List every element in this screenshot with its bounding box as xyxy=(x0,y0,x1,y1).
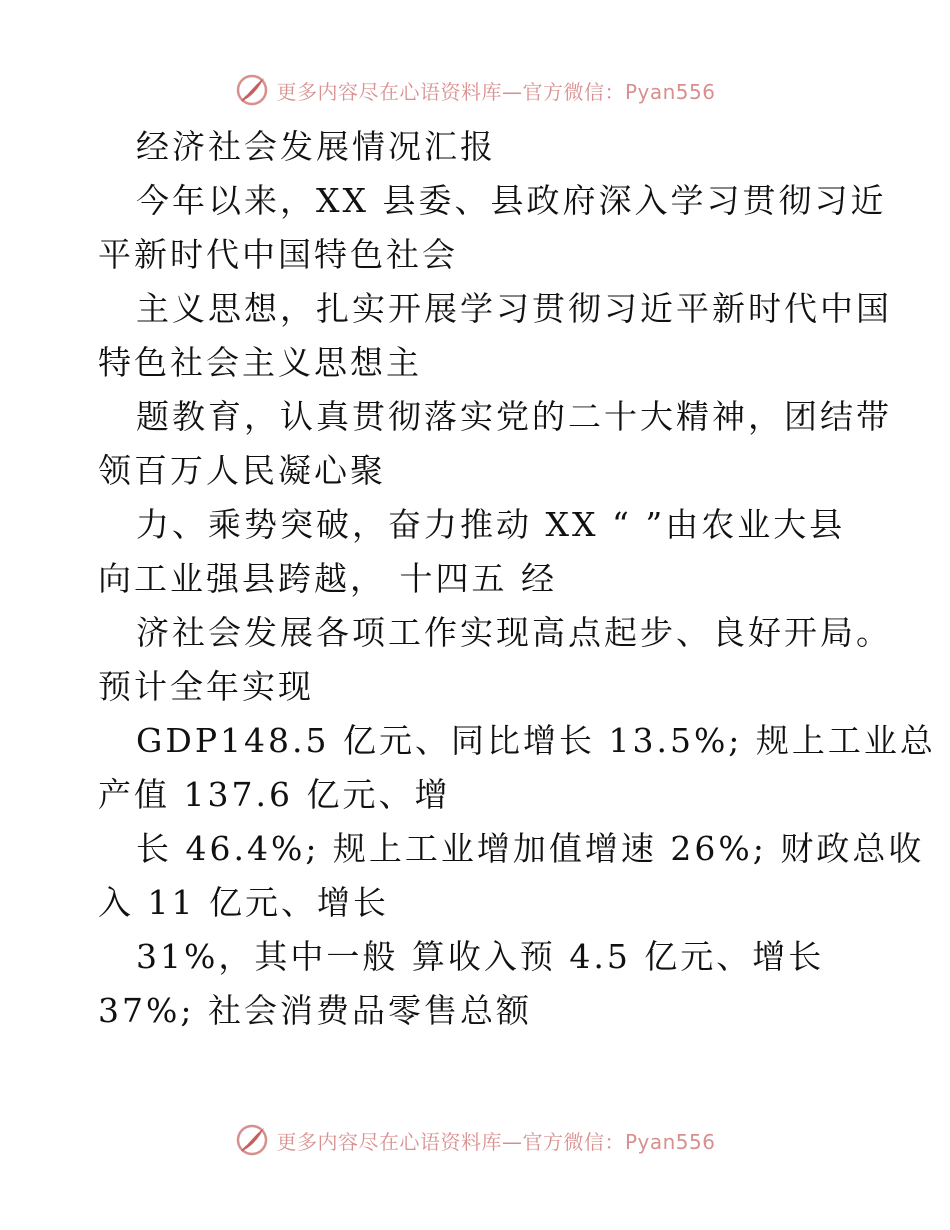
document-line: 主义思想，扎实开展学习贯彻习近平新时代中国 xyxy=(136,289,892,328)
document-line: 37%; 社会消费品零售总额 xyxy=(98,991,532,1030)
header-banner-text: 更多内容尽在心语资料库—官方微信：Pyan556 xyxy=(276,79,716,104)
document-line: 向工业强县跨越， 十四五 经 xyxy=(98,559,557,598)
document-line: 31%，其中一般 算收入预 4.5 亿元、增长 xyxy=(136,937,825,976)
feather-pen-seal-icon xyxy=(234,72,270,108)
document-line: 济社会发展各项工作实现高点起步、良好开局。 xyxy=(136,613,892,652)
footer-banner xyxy=(0,1120,950,1160)
document-line: 平新时代中国特色社会 xyxy=(98,235,458,274)
document-line: 领百万人民凝心聚 xyxy=(98,451,386,490)
footer-banner-text: 更多内容尽在心语资料库—官方微信：Pyan556 xyxy=(276,1129,716,1154)
document-line: 长 46.4%; 规上工业增加值增速 26%; 财政总收 xyxy=(136,829,925,868)
header-banner xyxy=(0,70,950,110)
document-line: 题教育，认真贯彻落实党的二十大精神，团结带 xyxy=(136,397,892,436)
feather-pen-seal-icon xyxy=(234,1122,270,1158)
document-line: 今年以来，XX 县委、县政府深入学习贯彻习近 xyxy=(136,181,887,220)
document-line: 产值 137.6 亿元、增 xyxy=(98,775,451,814)
document-line: 特色社会主义思想主 xyxy=(98,343,422,382)
document-body xyxy=(98,120,936,1038)
document-line: 经济社会发展情况汇报 xyxy=(136,127,496,166)
document-line: 预计全年实现 xyxy=(98,667,314,706)
document-line: 入 11 亿元、增长 xyxy=(98,883,389,922)
document-line: GDP148.5 亿元、同比增长 13.5%; 规上工业总 xyxy=(136,721,936,760)
document-line: 力、乘势突破，奋力推动 XX “ ”由农业大县 xyxy=(136,505,846,544)
